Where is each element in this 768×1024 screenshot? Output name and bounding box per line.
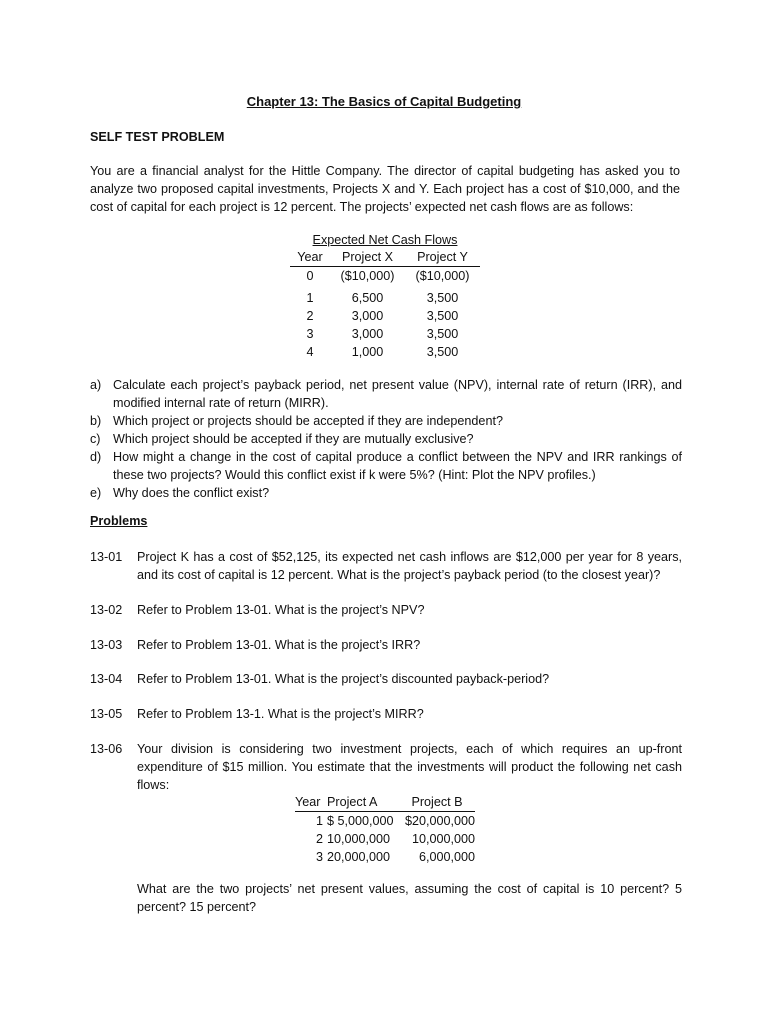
problem-item xyxy=(90,548,682,584)
question-text: Why does the conflict exist? xyxy=(113,486,270,500)
problem-text: Refer to Problem 13-01. What is the project’s IRR? xyxy=(137,638,421,652)
table-row xyxy=(290,343,480,361)
problems-heading: Problems xyxy=(90,514,148,528)
table-row xyxy=(295,848,475,866)
question-text: Which project or projects should be accepted if they are independent? xyxy=(113,414,503,428)
table-header-row xyxy=(295,793,475,812)
question-text: Calculate each project’s payback period, net present value (NPV), internal rate of return (IRR), and modified internal rate of return (MIRR). xyxy=(113,378,682,410)
problem-text: Refer to Problem 13-01. What is the project’s discounted payback-period? xyxy=(137,672,550,686)
table-cell: ($10,000) xyxy=(340,269,395,283)
problem-text: Refer to Problem 13-01. What is the project’s NPV? xyxy=(137,603,425,617)
table-header-cell: Project B xyxy=(411,795,463,809)
table-cell: 3 xyxy=(306,327,314,341)
question-label: a) xyxy=(90,378,102,392)
table-cell: ($10,000) xyxy=(415,269,470,283)
question-label: b) xyxy=(90,414,102,428)
table-cell: 3,500 xyxy=(426,345,459,359)
table-cell: 2 xyxy=(306,309,314,323)
problem-number: 13-01 xyxy=(90,550,123,564)
table-cell: 1 xyxy=(315,814,323,828)
list-item xyxy=(90,412,682,430)
problem-item xyxy=(90,636,682,654)
table-row xyxy=(290,307,480,325)
table-row xyxy=(295,812,475,830)
table-cell: 1 xyxy=(306,291,314,305)
table-header-cell: Project A xyxy=(327,795,378,809)
table-header-cell: Project X xyxy=(341,250,394,264)
table-cell: 3,000 xyxy=(351,309,384,323)
problem-item xyxy=(90,601,682,619)
problem-text: Refer to Problem 13-1. What is the project’s MIRR? xyxy=(137,707,424,721)
table-cell: 4 xyxy=(306,345,314,359)
table-cell: $ 5,000,000 xyxy=(327,814,394,828)
question-label: c) xyxy=(90,432,101,446)
table-cell: 10,000,000 xyxy=(411,832,475,846)
table-cell: 0 xyxy=(306,269,314,283)
problem-number: 13-02 xyxy=(90,603,123,617)
question-label: e) xyxy=(90,486,102,500)
table-header-cell: Project Y xyxy=(417,250,468,264)
problem-number: 13-05 xyxy=(90,707,123,721)
table-cell: 10,000,000 xyxy=(327,832,391,846)
table-cell: 3,500 xyxy=(426,309,459,323)
list-item xyxy=(90,376,682,412)
table-row xyxy=(290,325,480,343)
list-item xyxy=(90,448,682,484)
question-list xyxy=(90,376,682,502)
problem-number: 13-04 xyxy=(90,672,123,686)
question-label: d) xyxy=(90,450,102,464)
self-test-heading: SELF TEST PROBLEM xyxy=(90,130,225,144)
final-question: What are the two projects’ net present values, assuming the cost of capital is 10 percent? 5 percent? 15 percent? xyxy=(137,882,682,914)
table-header-cell: Year xyxy=(297,250,323,264)
table-cell: 3 xyxy=(315,850,323,864)
table-cell: 6,500 xyxy=(351,291,384,305)
table-cell: 3,500 xyxy=(426,291,459,305)
table-cell: 2 xyxy=(315,832,323,846)
table-cell: 3,000 xyxy=(351,327,384,341)
list-item xyxy=(90,484,682,502)
problem-text: Project K has a cost of $52,125, its expected net cash inflows are $12,000 per year for 8 years, and its cost of capital is 12 percent. What is the project’s payback period (to the closest year)? xyxy=(137,550,682,582)
problem-text: Your division is considering two investment projects, each of which requires an up-front expenditure of $15 million. You estimate that the investments will product the following net cash flows: xyxy=(137,742,682,792)
problem-item xyxy=(90,670,682,688)
question-text: Which project should be accepted if they are mutually exclusive? xyxy=(113,432,474,446)
problem-number: 13-03 xyxy=(90,638,123,652)
table-cell: 3,500 xyxy=(426,327,459,341)
table-header-row xyxy=(290,248,480,267)
page-title: Chapter 13: The Basics of Capital Budgeting xyxy=(246,94,522,109)
project-cash-flows-table xyxy=(295,793,475,866)
problem-item xyxy=(90,740,682,794)
table-cell: 6,000,000 xyxy=(418,850,475,864)
question-text: How might a change in the cost of capital produce a conflict between the NPV and IRR rankings of these two projects? Would this conflict exist if k were 5%? (Hint: Plot the NPV profiles.) xyxy=(113,450,682,482)
list-item xyxy=(90,430,682,448)
table-cell: 1,000 xyxy=(351,345,384,359)
table-row xyxy=(290,267,480,285)
table-caption: Expected Net Cash Flows xyxy=(312,233,458,247)
expected-cash-flows-table xyxy=(290,232,480,361)
problem-number: 13-06 xyxy=(90,742,123,756)
intro-paragraph: You are a financial analyst for the Hittle Company. The director of capital budgeting has asked you to analyze two proposed capital investments, Projects X and Y. Each project has a cost of $10,000, and the cost of capital for each project is 12 percent. The projects’ expected net cash flows are as follows: xyxy=(90,164,680,214)
table-row xyxy=(290,289,480,307)
table-row xyxy=(295,830,475,848)
table-cell: $20,000,000 xyxy=(404,814,475,828)
problem-item xyxy=(90,705,682,723)
table-header-cell: Year xyxy=(295,795,321,809)
table-cell: 20,000,000 xyxy=(327,850,391,864)
